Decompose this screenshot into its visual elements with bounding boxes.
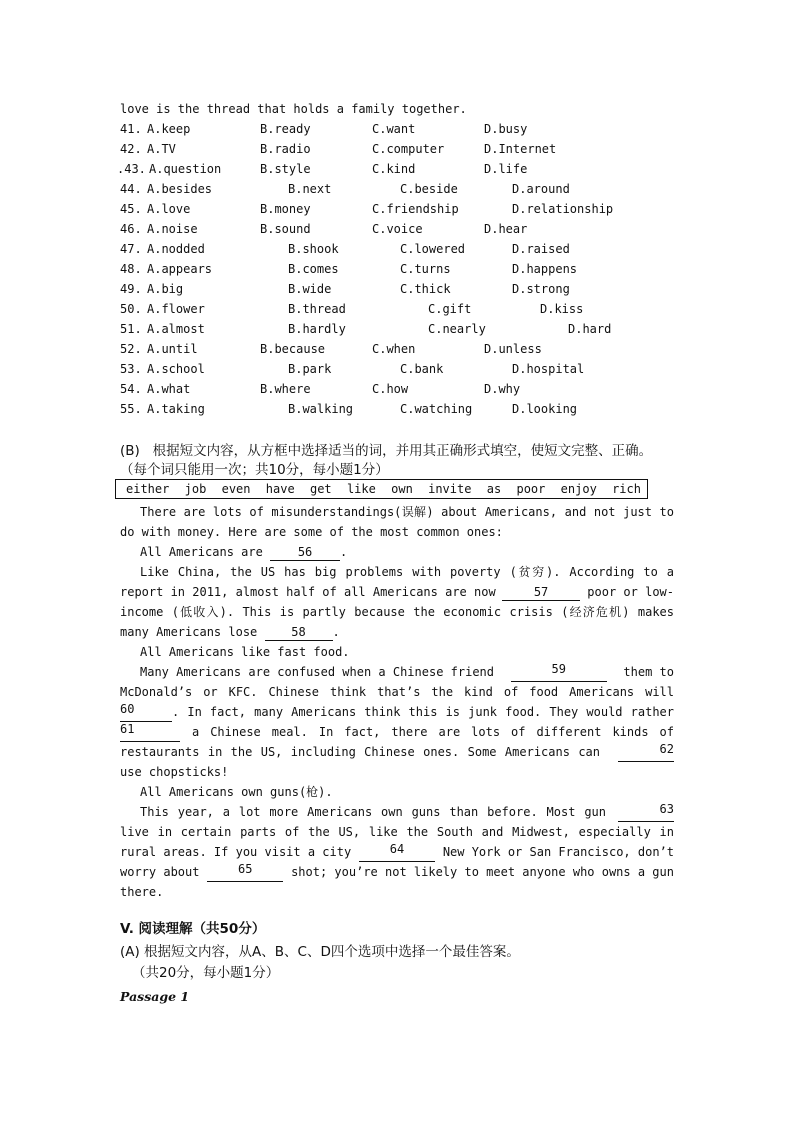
passage-line: rural areas. If you visit a city 64 New York or San Francisco, don’t <box>120 842 674 862</box>
answer-option[interactable]: B.shook <box>288 242 339 256</box>
answer-option[interactable]: D.raised <box>512 242 570 256</box>
word-bank-item: invite <box>428 482 472 496</box>
answer-option[interactable]: D.busy <box>484 122 528 136</box>
answer-option[interactable]: C.friendship <box>372 202 459 216</box>
passage-line: live in certain parts of the US, like the South and Midwest, especially in <box>120 825 674 839</box>
passage-line: 60 . In fact, many Americans think this is junk food. They would rather <box>120 702 674 722</box>
answer-option[interactable]: D.looking <box>512 402 578 416</box>
answer-option[interactable]: A.big <box>147 282 184 296</box>
section-v-instruction: (A) 根据短文内容，从A、B、C、D四个选项中选择一个最佳答案。 <box>120 944 520 960</box>
blank-60[interactable]: 60 <box>120 702 172 722</box>
word-bank-item: like <box>346 482 376 496</box>
passage-line: many Americans lose 58 . <box>120 625 340 639</box>
answer-option[interactable]: B.next <box>288 182 332 196</box>
question-number: 55. <box>120 402 142 416</box>
question-row <box>0 119 794 139</box>
passage-line: worry about 65 shot; you’re not likely to meet anyone who owns a gun <box>120 862 674 882</box>
section-b-instruction-note: （每个词只能用一次；共10分，每小题1分） <box>120 462 389 478</box>
question-number: 46. <box>120 222 142 236</box>
passage-label: Passage 1 <box>120 989 190 1004</box>
answer-option[interactable]: C.lowered <box>400 242 466 256</box>
answer-option[interactable]: A.flower <box>147 302 205 316</box>
question-number: 50. <box>120 302 142 316</box>
answer-option[interactable]: A.appears <box>147 262 213 276</box>
question-number: 48. <box>120 262 142 276</box>
question-number: 44. <box>120 182 142 196</box>
word-bank-item: rich <box>612 482 641 496</box>
answer-option[interactable]: B.thread <box>288 302 346 316</box>
passage-line: income (低收入). This is partly because the economic crisis (经济危机) makes <box>120 605 674 619</box>
question-row <box>0 179 794 199</box>
section-b-instruction: (B) 根据短文内容，从方框中选择适当的词，并用其正确形式填空，使短文完整、正确。 <box>120 443 653 459</box>
answer-option[interactable]: C.how <box>372 382 409 396</box>
answer-option[interactable]: B.walking <box>288 402 354 416</box>
answer-option[interactable]: D.hard <box>568 322 612 336</box>
blank-62[interactable]: 62 <box>618 742 674 762</box>
question-row <box>0 299 794 319</box>
answer-option[interactable]: C.nearly <box>428 322 486 336</box>
answer-option[interactable]: C.thick <box>400 282 451 296</box>
answer-option[interactable]: C.watching <box>400 402 473 416</box>
answer-option[interactable]: B.park <box>288 362 332 376</box>
word-bank-item: own <box>391 482 413 496</box>
question-number: 51. <box>120 322 142 336</box>
passage-line: do with money. Here are some of the most common ones: <box>120 525 503 539</box>
myth-heading-2: All Americans like fast food. <box>140 645 350 659</box>
myth-heading-1: All Americans are 56 . <box>140 545 348 559</box>
question-number: 42. <box>120 142 142 156</box>
word-bank-item: enjoy <box>560 482 597 496</box>
question-row <box>0 339 794 359</box>
answer-option[interactable]: B.style <box>260 162 311 176</box>
word-bank <box>126 480 641 498</box>
answer-option[interactable]: D.kiss <box>540 302 584 316</box>
answer-option[interactable]: D.hear <box>484 222 528 236</box>
answer-option[interactable]: D.life <box>484 162 528 176</box>
answer-option[interactable]: B.hardly <box>288 322 346 336</box>
question-number: 53. <box>120 362 142 376</box>
answer-option[interactable]: A.love <box>147 202 191 216</box>
question-number: 45. <box>120 202 142 216</box>
question-row <box>0 239 794 259</box>
passage-line: McDonald’s or KFC. Chinese think that’s the kind of food Americans will <box>120 685 674 699</box>
question-row <box>0 219 794 239</box>
answer-option[interactable]: A.school <box>147 362 205 376</box>
answer-option[interactable]: C.voice <box>372 222 423 236</box>
word-bank-box <box>115 479 648 499</box>
answer-option[interactable]: A.question <box>149 162 222 176</box>
word-bank-item: as <box>486 482 502 496</box>
question-number: 49. <box>120 282 142 296</box>
question-number: .43. <box>117 162 146 176</box>
blank-63[interactable]: 63 <box>618 802 674 822</box>
answer-option[interactable]: C.want <box>372 122 416 136</box>
answer-option[interactable]: B.because <box>260 342 326 356</box>
passage-line: restaurants in the US, including Chinese ones. Some Americans can 62 <box>120 742 674 762</box>
answer-option[interactable]: A.keep <box>147 122 191 136</box>
answer-option[interactable]: C.kind <box>372 162 416 176</box>
question-number: 47. <box>120 242 142 256</box>
question-number: 54. <box>120 382 142 396</box>
question-row <box>0 379 794 399</box>
blank-56[interactable]: 56 <box>270 545 340 561</box>
question-row <box>0 199 794 219</box>
question-row <box>0 319 794 339</box>
answer-option[interactable]: A.until <box>147 342 198 356</box>
passage-line: This year, a lot more Americans own guns than before. Most gun 63 <box>140 802 674 822</box>
answer-option[interactable]: B.where <box>260 382 311 396</box>
answer-option[interactable]: D.happens <box>512 262 578 276</box>
word-bank-item: either <box>126 482 170 496</box>
passage-line: Like China, the US has big problems with poverty (贫穷). According to a <box>140 565 674 579</box>
word-bank-item: poor <box>516 482 546 496</box>
answer-option[interactable]: C.beside <box>400 182 458 196</box>
blank-65[interactable]: 65 <box>207 862 283 882</box>
passage-line: use chopsticks! <box>120 765 229 779</box>
passage-line: 61 a Chinese meal. In fact, there are lots of different kinds of <box>120 722 674 742</box>
intro-line: love is the thread that holds a family together. <box>120 102 467 116</box>
question-row <box>0 359 794 379</box>
blank-59[interactable]: 59 <box>511 662 607 682</box>
passage-line: There are lots of misunderstandings(误解) about Americans, and not just to <box>140 505 674 519</box>
answer-option[interactable]: D.unless <box>484 342 542 356</box>
word-bank-item: get <box>309 482 332 496</box>
myth-heading-3: All Americans own guns(枪). <box>140 785 333 799</box>
question-row <box>0 139 794 159</box>
question-row <box>0 259 794 279</box>
answer-option[interactable]: C.bank <box>400 362 444 376</box>
answer-option[interactable]: B.money <box>260 202 311 216</box>
answer-option[interactable]: A.nodded <box>147 242 205 256</box>
answer-option[interactable]: B.wide <box>288 282 332 296</box>
answer-option[interactable]: C.when <box>372 342 416 356</box>
question-row <box>0 159 794 179</box>
passage-line: report in 2011, almost half of all Americans are now 57 poor or low- <box>120 585 674 599</box>
answer-option[interactable]: B.sound <box>260 222 311 236</box>
blank-61[interactable]: 61 <box>120 722 180 742</box>
answer-option[interactable]: D.Internet <box>484 142 557 156</box>
answer-option[interactable]: D.strong <box>512 282 570 296</box>
answer-option[interactable]: A.almost <box>147 322 205 336</box>
word-bank-item: even <box>221 482 251 496</box>
section-v-heading: V. 阅读理解（共50分） <box>120 921 266 937</box>
answer-option[interactable]: D.around <box>512 182 570 196</box>
blank-57[interactable]: 57 <box>502 585 580 601</box>
question-number: 41. <box>120 122 142 136</box>
question-row <box>0 279 794 299</box>
answer-option[interactable]: D.why <box>484 382 521 396</box>
word-bank-item: job <box>184 482 207 496</box>
answer-option[interactable]: C.turns <box>400 262 451 276</box>
word-bank-item: have <box>265 482 295 496</box>
answer-option[interactable]: A.what <box>147 382 191 396</box>
answer-option[interactable]: C.gift <box>428 302 472 316</box>
answer-option[interactable]: A.besides <box>147 182 213 196</box>
question-number: 52. <box>120 342 142 356</box>
blank-64[interactable]: 64 <box>359 842 435 862</box>
answer-option[interactable]: B.radio <box>260 142 311 156</box>
answer-option[interactable]: B.comes <box>288 262 339 276</box>
blank-58[interactable]: 58 <box>265 625 333 641</box>
answer-option[interactable]: D.hospital <box>512 362 585 376</box>
answer-option[interactable]: B.ready <box>260 122 311 136</box>
answer-option[interactable]: D.relationship <box>512 202 614 216</box>
answer-option[interactable]: A.TV <box>147 142 176 156</box>
answer-option[interactable]: C.computer <box>372 142 445 156</box>
answer-option[interactable]: A.taking <box>147 402 205 416</box>
question-row <box>0 399 794 419</box>
passage-line: there. <box>120 885 164 899</box>
answer-option[interactable]: A.noise <box>147 222 198 236</box>
section-v-instruction-note: （共20分，每小题1分） <box>132 965 280 981</box>
passage-line: Many Americans are confused when a Chinese friend 59 them to <box>140 662 674 682</box>
